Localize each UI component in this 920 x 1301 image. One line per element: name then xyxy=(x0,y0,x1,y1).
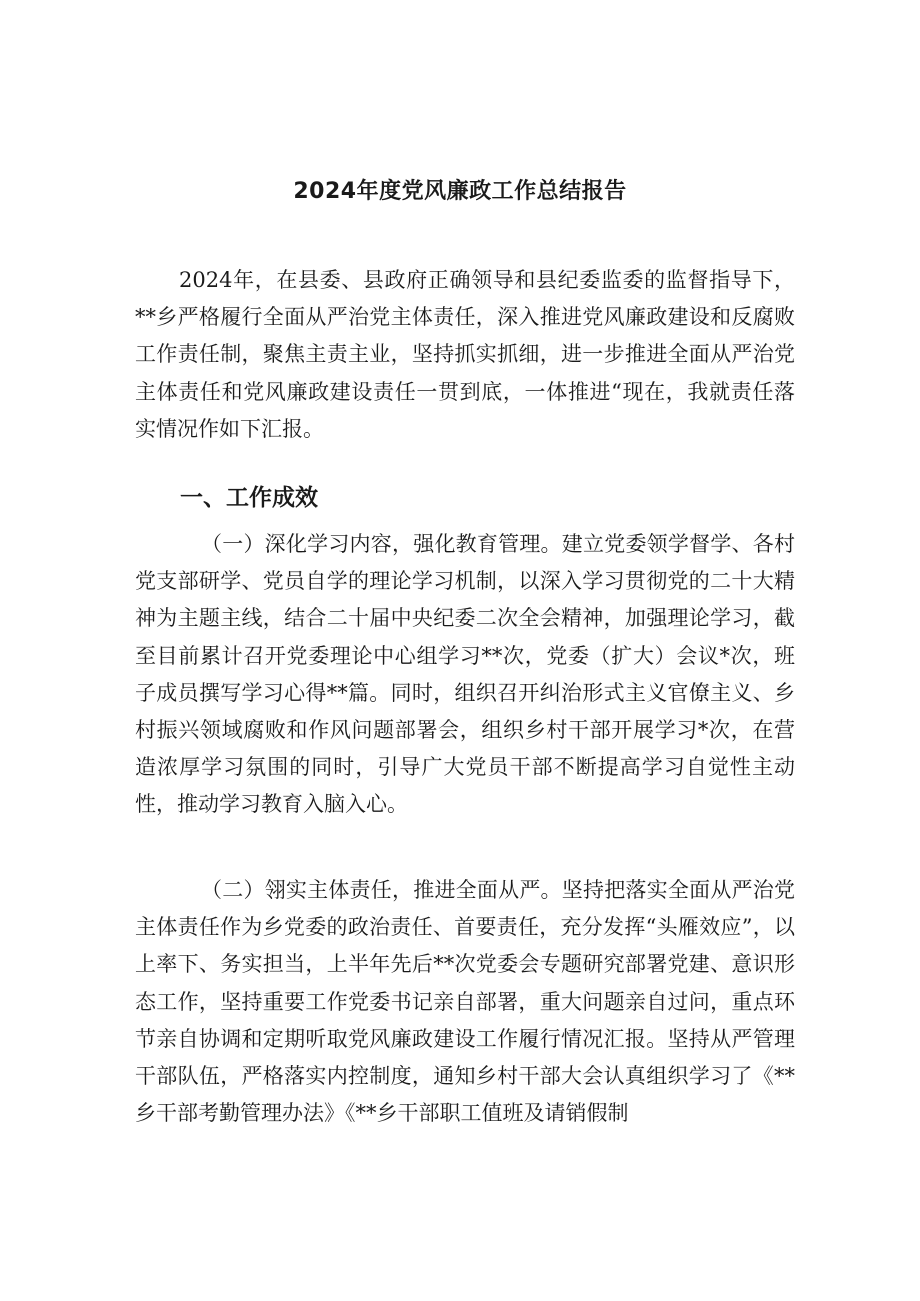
intro-paragraph: 2024年，在县委、县政府正确领导和县纪委监委的监督指导下，**乡严格履行全面从严治党主体责任，深入推进党风廉政建设和反腐败工作责任制，聚焦主责主业，坚持抓实抓细，进一步推进全面从严治党主体责任和党风廉政建设责任一贯到底，一体推进“现在，我就责任落实情况作如下汇报。 xyxy=(135,268,795,441)
section-heading-work-results: 一、工作成效 xyxy=(180,485,318,511)
section-1-paragraph-2: （二）翎实主体责任，推进全面从严。坚持把落实全面从严治党主体责任作为乡党委的政治责任、首要责任，充分发挥“头雁效应”，以上率下、务实担当，上半年先后**次党委会专题研究部署党建、意识形态工作，坚持重要工作党委书记亲自部署，重大问题亲自过问，重点环节亲自协调和定期听取党风廉政建设工作履行情况汇报。坚持从严管理干部队伍，严格落实内控制度，通知乡村干部大会认真组织学习了《**乡干部考勤管理办法》《**乡干部职工值班及请销假制 xyxy=(135,878,795,1126)
document-title: 2024年度党风廉政工作总结报告 xyxy=(293,179,627,204)
section-1-paragraph-1: （一）深化学习内容，强化教育管理。建立党委领学督学、各村党支部研学、党员自学的理论学习机制，以深入学习贯彻党的二十大精神为主题主线，结合二十届中央纪委二次全会精神，加强理论学习，截至目前累计召开党委理论中心组学习**次，党委（扩大）会议*次，班子成员撰写学习心得**篇。同时，组织召开纠治形式主义官僚主义、乡村振兴领域腐败和作风问题部署会，组织乡村干部开展学习*次，在营造浓厚学习氛围的同时，引导广大党员干部不断提高学习自觉性主动性，推动学习教育入脑入心。 xyxy=(135,532,795,817)
